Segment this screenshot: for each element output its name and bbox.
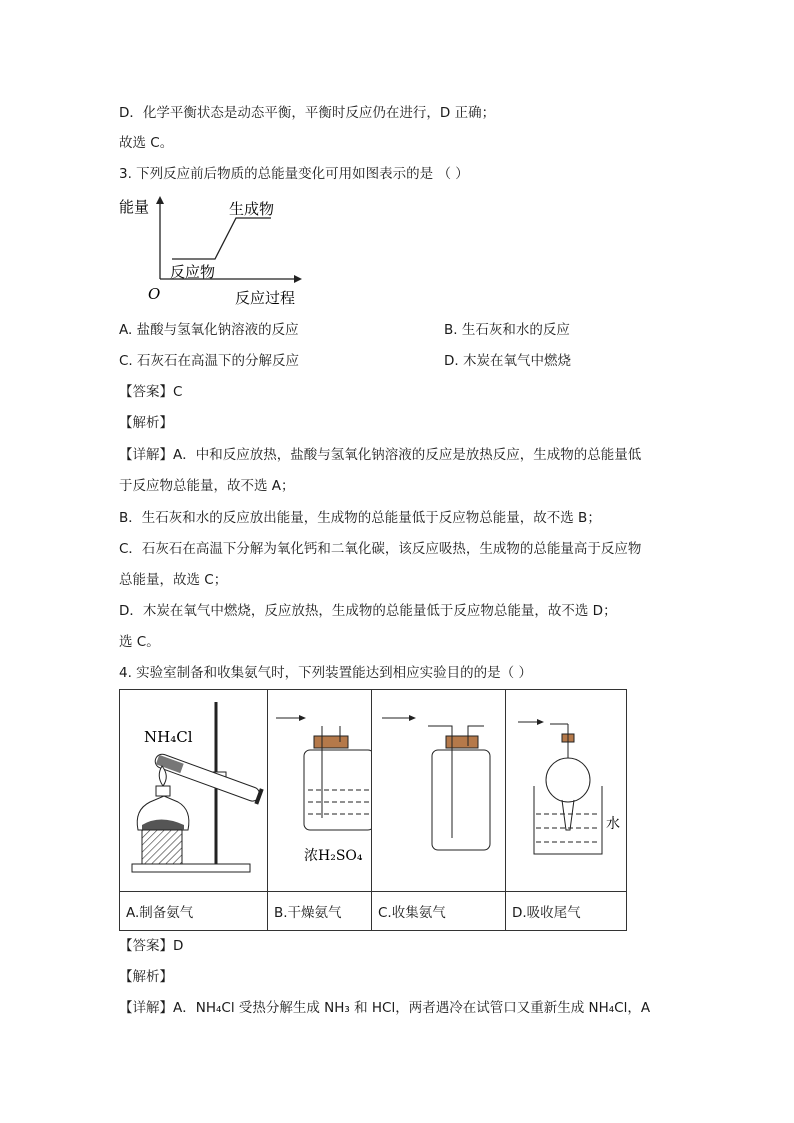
x-axis-label: 反应过程: [235, 289, 296, 307]
apparatus-a-drawing: [120, 690, 267, 887]
text-line: 于反应物总能量，故不选 A；: [119, 478, 295, 494]
energy-diagram: [119, 193, 319, 311]
stand-base: [132, 864, 250, 872]
y-axis-label: 能量: [119, 198, 150, 216]
stopper: [446, 736, 478, 748]
apparatus-b-cell: [268, 690, 372, 892]
choice-c: C. 石灰石在高温下的分解反应: [119, 353, 300, 369]
caption-a: A.制备氨气: [120, 892, 268, 931]
apparatus-d-cell: [506, 690, 627, 892]
caption-b: B.干燥氨气: [268, 892, 372, 931]
text-line: 【详解】A．NH₄Cl 受热分解生成 NH₃ 和 HCl，两者遇冷在试管口又重新生成 NH₄Cl，A: [119, 1000, 651, 1016]
lamp-neck: [156, 786, 170, 796]
y-axis-arrow: [156, 196, 164, 204]
caption-c: C.收集氨气: [372, 892, 506, 931]
text-line: B．生石灰和水的反应放出能量，生成物的总能量低于反应物总能量，故不选 B；: [119, 510, 601, 526]
text-line: 故选 C。: [119, 135, 174, 151]
product-label: 生成物: [229, 200, 275, 218]
question-4: 4. 实验室制备和收集氨气时，下列装置能达到相应实验目的的是（ ）: [119, 665, 532, 681]
text-line: D．化学平衡状态是动态平衡，平衡时反应仍在进行，D 正确；: [119, 105, 496, 121]
choice-a: A. 盐酸与氢氧化钠溶液的反应: [119, 322, 299, 338]
wood-block: [142, 830, 182, 864]
energy-curve: [172, 218, 271, 259]
choice-d: D. 木炭在氧气中燃烧: [444, 353, 571, 369]
h2so4-label: 浓H₂SO₄: [304, 848, 363, 864]
origin-label: O: [148, 285, 161, 303]
analysis-label: 【解析】: [119, 415, 173, 431]
caption-d: D.吸收尾气: [506, 892, 627, 931]
reactant-label: 反应物: [170, 263, 216, 281]
funnel-bulb: [546, 758, 590, 802]
apparatus-a-cell: [120, 690, 268, 892]
apparatus-b-drawing: [268, 690, 371, 887]
question-3: 3. 下列反应前后物质的总能量变化可用如图表示的是 （ ）: [119, 166, 469, 182]
text-line: C．石灰石在高温下分解为氧化钙和二氧化碳，该反应吸热，生成物的总能量高于反应物: [119, 541, 642, 557]
choice-b: B. 生石灰和水的反应: [444, 322, 570, 338]
analysis-label: 【解析】: [119, 969, 173, 985]
text-line: D．木炭在氧气中燃烧，反应放热，生成物的总能量低于反应物总能量，故不选 D；: [119, 603, 617, 619]
text-line: 总能量，故选 C；: [119, 572, 228, 588]
apparatus-c-cell: [372, 690, 506, 892]
stopper: [314, 736, 348, 748]
text-line: 【详解】A．中和反应放热，盐酸与氢氧化钠溶液的反应是放热反应，生成物的总能量低: [119, 447, 642, 463]
water-label: 水: [606, 816, 620, 832]
apparatus-c-drawing: [372, 690, 505, 887]
answer-label: 【答案】C: [119, 384, 183, 400]
nh4cl-label: NH₄Cl: [144, 728, 193, 746]
apparatus-d-drawing: [506, 690, 626, 887]
answer-label: 【答案】D: [119, 938, 184, 954]
apparatus-table: [119, 689, 627, 931]
gas-bottle: [432, 750, 490, 850]
text-line: 选 C。: [119, 634, 160, 650]
x-axis-arrow: [294, 275, 302, 283]
test-tube: [153, 751, 264, 804]
